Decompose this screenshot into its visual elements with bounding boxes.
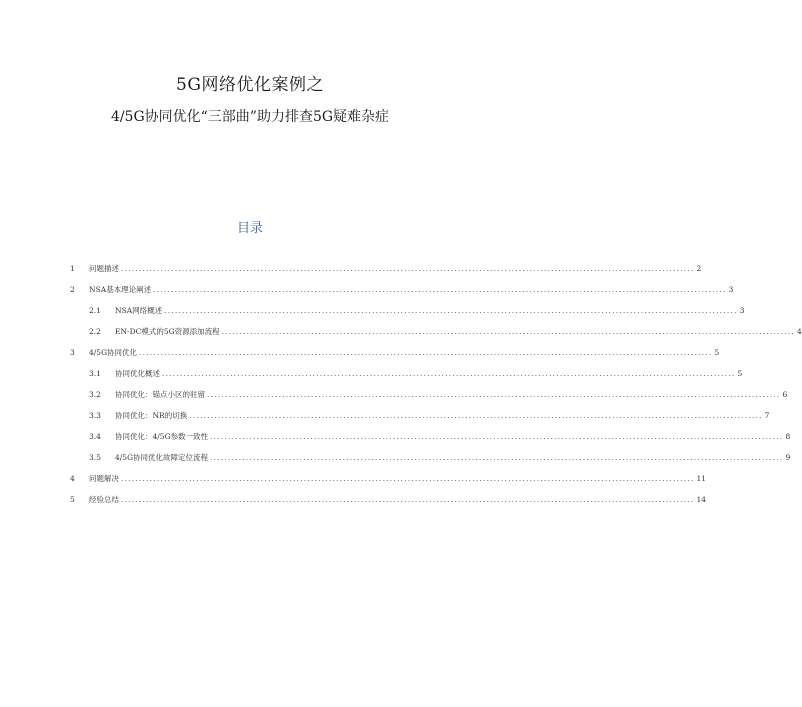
toc-entry-number: 3: [70, 348, 75, 357]
toc-entry-page-number: 3: [739, 306, 745, 315]
toc-entry-label: NSA网络概述: [115, 306, 163, 315]
document-subtitle: 4/5G协同优化“三部曲”助力排查5G疑难杂症: [110, 109, 390, 125]
document-title: 5G网络优化案例之: [176, 75, 324, 95]
toc-entry-page-number: 5: [737, 369, 743, 378]
toc-entry-page-number: 8: [785, 432, 791, 441]
toc-entry[interactable]: [70, 431, 791, 452]
toc-entry-number: 5: [70, 495, 75, 504]
toc-entry-page-number: 3: [728, 285, 734, 294]
toc-entry-number: 3.3: [89, 411, 101, 420]
toc-entry-number: 2: [70, 285, 75, 294]
toc-entry[interactable]: [70, 368, 743, 389]
toc-entry[interactable]: [70, 410, 770, 431]
toc-dot-leader: ................................................................................................................................................................: [164, 306, 738, 315]
toc-entry-number: 2.1: [89, 306, 101, 315]
toc-entry[interactable]: [70, 263, 702, 284]
toc-entry[interactable]: [70, 305, 745, 326]
toc-entry-page-number: 14: [696, 495, 706, 504]
toc-entry[interactable]: [70, 473, 706, 494]
toc-heading: 目录: [236, 221, 263, 236]
toc-entry-number: 2.2: [89, 327, 101, 336]
toc-entry[interactable]: [70, 347, 720, 368]
toc-dot-leader: ................................................................................................................................................................: [221, 327, 796, 336]
toc-entry-number: 3.1: [89, 369, 101, 378]
toc-entry[interactable]: [70, 494, 706, 515]
toc-entry-label: 协同优化概述: [115, 369, 160, 378]
toc-dot-leader: ................................................................................................................................................................: [210, 453, 784, 462]
toc-entry-label: 问题描述: [89, 264, 119, 273]
toc-entry[interactable]: [70, 389, 788, 410]
toc-dot-leader: ................................................................................................................................................................: [189, 411, 763, 420]
toc-entry-page-number: 6: [782, 390, 788, 399]
toc-entry-label: 协同优化：4/5G参数一致性: [115, 432, 209, 441]
toc-entry-label: 协同优化：NR的切换: [115, 411, 188, 420]
toc-entry-page-number: 2: [696, 264, 702, 273]
toc-entry-page-number: 11: [696, 474, 706, 483]
toc-entry-number: 3.5: [89, 453, 101, 462]
toc-entry-number: 4: [70, 474, 75, 483]
toc-dot-leader: ................................................................................................................................................................: [207, 390, 781, 399]
toc-entry-number: 3.4: [89, 432, 101, 441]
table-of-contents: [70, 263, 802, 515]
toc-dot-leader: ................................................................................................................................................................: [153, 285, 727, 294]
toc-dot-leader: ................................................................................................................................................................: [121, 495, 695, 504]
toc-dot-leader: ................................................................................................................................................................: [121, 474, 695, 483]
toc-entry-label: 4/5G协同优化故障定位流程: [115, 453, 209, 462]
toc-entry[interactable]: [70, 452, 791, 473]
toc-dot-leader: ................................................................................................................................................................: [121, 264, 695, 273]
toc-entry-label: EN-DC模式的5G资源添加流程: [115, 327, 220, 336]
toc-entry-label: 协同优化：锚点小区的驻留: [115, 390, 205, 399]
toc-dot-leader: ................................................................................................................................................................: [139, 348, 713, 357]
toc-entry-label: 问题解决: [89, 474, 119, 483]
toc-entry[interactable]: [70, 284, 734, 305]
toc-entry-page-number: 9: [785, 453, 791, 462]
toc-entry-page-number: 7: [764, 411, 770, 420]
toc-entry-page-number: 5: [714, 348, 720, 357]
toc-dot-leader: ................................................................................................................................................................: [210, 432, 784, 441]
toc-entry-label: 经验总结: [89, 495, 119, 504]
toc-entry-number: 3.2: [89, 390, 101, 399]
toc-entry[interactable]: [70, 326, 802, 347]
toc-dot-leader: ................................................................................................................................................................: [162, 369, 736, 378]
toc-entry-label: NSA基本理论阐述: [89, 285, 152, 294]
toc-entry-page-number: 4: [797, 327, 802, 336]
toc-entry-label: 4/5G协同优化: [89, 348, 138, 357]
toc-entry-number: 1: [70, 264, 75, 273]
